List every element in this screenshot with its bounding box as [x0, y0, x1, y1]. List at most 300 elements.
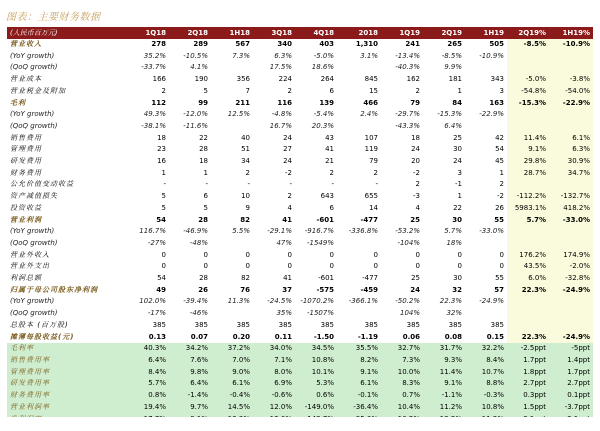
table-cell: [549, 179, 593, 191]
header-cell: 2Q19%: [507, 27, 549, 39]
table-cell: [549, 296, 593, 308]
table-cell: 2: [499, 180, 504, 189]
table-cell: 11.2%: [423, 402, 465, 414]
table-cell: -15.3%: [507, 98, 549, 110]
table-cell: -39.4%: [183, 297, 208, 306]
table-cell: 34.7%: [549, 168, 593, 180]
table-cell: 54: [495, 145, 504, 154]
table-cell: 9.0%: [211, 367, 253, 379]
table-cell: 1.5ppt: [507, 402, 549, 414]
table-cell: [507, 51, 549, 63]
table-cell: [549, 226, 593, 238]
table-cell: 10.0%: [381, 367, 423, 379]
row-label: 投资收益: [10, 203, 42, 212]
table-cell: 30: [452, 215, 462, 224]
table-cell: 0.08: [444, 332, 462, 341]
table-cell: 41: [325, 145, 334, 154]
table-cell: 0.3ppt: [507, 390, 549, 402]
table-cell: 0: [457, 262, 462, 271]
table-cell: -38.1%: [141, 121, 166, 130]
table-cell: 0: [415, 262, 420, 271]
table-cell: 28: [198, 215, 208, 224]
table-cell: 34.0%: [253, 343, 295, 355]
table-cell: 5983.1%: [507, 203, 549, 215]
table-cell: 3: [457, 168, 462, 177]
table-cell: 385: [278, 320, 292, 329]
table-cell: 49.3%: [143, 110, 166, 119]
table-cell: 643: [320, 192, 334, 201]
table-cell: 7.1%: [253, 355, 295, 367]
table-cell: 0: [329, 250, 334, 259]
table-cell: 26: [495, 203, 504, 212]
table-cell: 107: [364, 133, 378, 142]
table-cell: -33.0%: [479, 227, 504, 236]
table-cell: 25: [411, 274, 420, 283]
table-row: [7, 168, 593, 180]
table-cell: 18: [199, 157, 208, 166]
table-cell: 32.7%: [381, 343, 423, 355]
table-cell: -: [163, 180, 166, 189]
table-cell: 174.9%: [549, 250, 593, 262]
header-cell: 2Q19: [423, 27, 465, 39]
table-cell: 76: [240, 285, 250, 294]
table-row: [7, 121, 593, 133]
table-cell: 24: [283, 157, 292, 166]
table-cell: -916.7%: [304, 227, 334, 236]
table-cell: [507, 179, 549, 191]
table-cell: 163: [489, 98, 504, 107]
table-cell: 116.7%: [139, 227, 166, 236]
table-cell: 505: [489, 40, 504, 48]
table-cell: 22.3%: [507, 285, 549, 297]
table-cell: 30: [453, 274, 462, 283]
table-cell: -1.50: [313, 332, 334, 341]
table-cell: -15.3%: [437, 110, 462, 119]
table-cell: 265: [447, 40, 462, 48]
row-label: 研发费用率: [7, 378, 127, 390]
table-cell: 6: [203, 192, 208, 201]
table-cell: 6.4%: [169, 378, 211, 390]
table-cell: 0: [287, 250, 292, 259]
table-cell: -1.1%: [423, 390, 465, 402]
table-cell: 5.7%: [507, 215, 549, 227]
table-cell: 1.4ppt: [549, 355, 593, 367]
table-cell: 190: [194, 75, 208, 84]
table-cell: -40.3%: [395, 63, 420, 72]
table-cell: 24: [411, 145, 420, 154]
table-cell: -46.9%: [183, 227, 208, 236]
table-cell: 0: [457, 250, 462, 259]
table-cell: [211, 308, 253, 320]
table-row: [7, 332, 593, 344]
row-label: 营业利润: [10, 215, 42, 224]
table-cell: 12.5%: [227, 110, 250, 119]
table-cell: 0.13: [148, 332, 166, 341]
table-cell: -36.4%: [337, 402, 381, 414]
table-cell: 22: [199, 133, 208, 142]
table-cell: -50.2%: [395, 297, 420, 306]
table-cell: 0.06: [402, 332, 420, 341]
table-cell: [507, 308, 549, 320]
table-cell: 6.3%: [274, 51, 292, 60]
table-cell: 45: [495, 157, 504, 166]
table-cell: 1.7ppt: [507, 355, 549, 367]
table-cell: -48%: [189, 238, 208, 247]
table-cell: 2.7ppt: [549, 378, 593, 390]
header-cell: 1H19%: [549, 27, 593, 39]
table-cell: 32.2%: [465, 343, 507, 355]
table-cell: 6.1%: [549, 133, 593, 145]
table-cell: 2: [415, 86, 420, 95]
table-cell: -0.3%: [465, 390, 507, 402]
table-cell: 0: [499, 262, 504, 271]
table-row: [7, 261, 593, 273]
table-row: [7, 285, 593, 297]
table-cell: -24.9%: [479, 297, 504, 306]
table-cell: -1: [455, 180, 462, 189]
table-cell: 8.2%: [337, 355, 381, 367]
table-row: [7, 203, 593, 215]
table-cell: [549, 51, 593, 63]
table-cell: 11.4%: [423, 367, 465, 379]
table-cell: 34.2%: [169, 343, 211, 355]
table-cell: 466: [363, 98, 378, 107]
table-cell: 1: [499, 168, 504, 177]
row-label: 总股本 (百万股): [10, 320, 69, 329]
table-cell: 3: [499, 86, 504, 95]
table-cell: 6: [329, 86, 334, 95]
table-cell: -24.5%: [267, 297, 292, 306]
table-cell: 112: [151, 98, 166, 107]
table-cell: 35.5%: [337, 343, 381, 355]
table-cell: -: [331, 180, 334, 189]
table-cell: 34: [241, 157, 250, 166]
table-cell: -0.4%: [211, 390, 253, 402]
row-label: (YoY growth): [10, 227, 55, 236]
row-label: 管理费用: [10, 145, 42, 154]
table-cell: 18.6%: [311, 63, 334, 72]
table-cell: 43.5%: [507, 261, 549, 273]
table-cell: -10.5%: [183, 51, 208, 60]
table-cell: 8.0%: [253, 367, 295, 379]
table-row: [7, 179, 593, 191]
table-cell: [337, 238, 381, 250]
table-cell: 5: [161, 192, 166, 201]
table-cell: -10.9%: [479, 51, 504, 60]
table-row: [7, 343, 593, 355]
header-label: (人民币百万元): [7, 27, 127, 39]
table-cell: [465, 308, 507, 320]
table-cell: 224: [278, 75, 292, 84]
table-cell: -54.8%: [507, 86, 549, 98]
table-cell: 0: [161, 250, 166, 259]
table-cell: 8.3%: [381, 378, 423, 390]
table-cell: 47%: [276, 238, 292, 247]
table-cell: 42: [495, 133, 504, 142]
table-cell: 289: [193, 40, 208, 48]
table-cell: -4.8%: [271, 110, 292, 119]
table-cell: 82: [240, 215, 250, 224]
header-cell: 1Q18: [127, 27, 169, 39]
table-cell: 1: [457, 86, 462, 95]
table-cell: 82: [241, 274, 250, 283]
table-cell: 7.0%: [211, 355, 253, 367]
table-cell: 40.3%: [127, 343, 169, 355]
row-label: (QoQ growth): [10, 63, 58, 72]
footer-band: [0, 417, 600, 431]
table-cell: -33.0%: [549, 215, 593, 227]
table-cell: 6.1%: [211, 378, 253, 390]
table-cell: 0: [329, 262, 334, 271]
table-cell: 9.3%: [423, 355, 465, 367]
row-label: 毛利: [10, 98, 26, 107]
table-cell: 11.4%: [507, 133, 549, 145]
table-cell: 28: [199, 274, 208, 283]
table-cell: 6.9%: [253, 378, 295, 390]
table-cell: 264: [320, 75, 334, 84]
table-cell: 2.4%: [360, 110, 378, 119]
row-label: 公允价值变动收益: [10, 180, 74, 189]
table-cell: 1: [161, 168, 166, 177]
header-cell: 2Q18: [169, 27, 211, 39]
table-cell: 385: [236, 320, 250, 329]
table-cell: 5.5%: [232, 227, 250, 236]
table-cell: 25: [410, 215, 420, 224]
table-cell: 8.8%: [465, 378, 507, 390]
table-cell: [507, 62, 549, 74]
table-cell: 21: [325, 157, 334, 166]
table-cell: -5.0%: [507, 74, 549, 86]
table-cell: 43: [325, 133, 334, 142]
table-cell: 2: [415, 180, 420, 189]
table-row: [7, 367, 593, 379]
table-cell: -477: [362, 274, 378, 283]
table-cell: 11.3%: [227, 297, 250, 306]
row-label: 摊薄每股收益(元): [10, 332, 75, 341]
table-cell: 162: [406, 75, 420, 84]
table-title: 图表：主要财务数据: [6, 12, 101, 23]
table-cell: 5.7%: [127, 378, 169, 390]
table-cell: 18: [411, 133, 420, 142]
row-label: (YoY growth): [10, 51, 55, 60]
table-cell: [337, 308, 381, 320]
table-cell: 104%: [399, 309, 420, 318]
table-cell: 24: [453, 157, 462, 166]
table-cell: 139: [319, 98, 334, 107]
table-cell: 20.3%: [311, 121, 334, 130]
table-cell: -601: [318, 274, 334, 283]
table-cell: 418.2%: [549, 203, 593, 215]
table-row: [7, 390, 593, 402]
header-row: [7, 27, 593, 39]
table-cell: 1.8ppt: [507, 367, 549, 379]
table-cell: 0.1ppt: [549, 390, 593, 402]
financial-table: [7, 27, 593, 425]
table-row: [7, 226, 593, 238]
table-cell: [337, 121, 381, 133]
table-cell: 385: [406, 320, 420, 329]
table-cell: -2: [497, 192, 504, 201]
table-cell: 57: [494, 285, 504, 294]
table-cell: -17%: [147, 309, 166, 318]
table-cell: 24: [283, 133, 292, 142]
table-cell: 32%: [446, 309, 462, 318]
table-cell: 340: [277, 40, 292, 48]
table-cell: -477: [360, 215, 378, 224]
table-cell: -22.9%: [549, 98, 593, 110]
table-cell: 28.7%: [507, 168, 549, 180]
table-cell: 0.8%: [127, 390, 169, 402]
table-cell: -5.0%: [313, 51, 334, 60]
row-label: 资产减值损失: [10, 192, 58, 201]
table-cell: -1.19: [357, 332, 378, 341]
table-cell: 9.7%: [169, 402, 211, 414]
table-cell: 8.4%: [465, 355, 507, 367]
header-cell: 1Q19: [381, 27, 423, 39]
table-cell: -29.7%: [395, 110, 420, 119]
table-cell: 5.3%: [295, 378, 337, 390]
table-cell: 55: [494, 215, 504, 224]
table-cell: 385: [364, 320, 378, 329]
table-cell: 4.1%: [190, 63, 208, 72]
table-cell: 9: [245, 203, 250, 212]
table-cell: -: [375, 180, 378, 189]
row-label: 销售费用: [10, 133, 42, 142]
table-cell: [549, 308, 593, 320]
row-label: 研发费用: [10, 157, 42, 166]
table-cell: 22.3%: [507, 332, 549, 344]
row-label: 营业收入: [10, 40, 42, 48]
table-cell: -8.5%: [441, 51, 462, 60]
table-cell: 7.3%: [232, 51, 250, 60]
table-cell: 119: [364, 145, 378, 154]
table-cell: -53.2%: [395, 227, 420, 236]
table-cell: 37: [282, 285, 292, 294]
table-row: [7, 156, 593, 168]
table-cell: [507, 109, 549, 121]
table-cell: 403: [319, 40, 334, 48]
table-row: [7, 296, 593, 308]
table-cell: 567: [235, 40, 250, 48]
table-cell: 15: [369, 86, 378, 95]
table-cell: -8.5%: [507, 39, 549, 51]
table-cell: 10.8%: [465, 402, 507, 414]
table-cell: 35%: [276, 309, 292, 318]
table-cell: -: [247, 180, 250, 189]
table-cell: [507, 296, 549, 308]
table-row: [7, 238, 593, 250]
table-cell: -: [289, 180, 292, 189]
row-label: 营业外收入: [10, 250, 50, 259]
table-cell: -11.6%: [183, 121, 208, 130]
table-cell: [465, 238, 507, 250]
table-cell: -13.4%: [395, 51, 420, 60]
table-cell: 28: [199, 145, 208, 154]
table-row: [7, 355, 593, 367]
table-cell: [507, 121, 549, 133]
table-cell: 9.9%: [444, 63, 462, 72]
table-cell: -32.8%: [549, 273, 593, 285]
table-row: [7, 250, 593, 262]
table-cell: 41: [282, 215, 292, 224]
table-cell: -366.1%: [348, 297, 378, 306]
table-cell: 7.6%: [169, 355, 211, 367]
table-cell: 55: [495, 274, 504, 283]
table-cell: 20: [411, 157, 420, 166]
table-cell: 9.8%: [169, 367, 211, 379]
table-cell: 176.2%: [507, 250, 549, 262]
table-row: [7, 191, 593, 203]
table-cell: 31.7%: [423, 343, 465, 355]
table-cell: 0: [373, 250, 378, 259]
row-label: (QoQ growth): [10, 309, 58, 318]
table-cell: 27: [283, 145, 292, 154]
table-row: [7, 378, 593, 390]
table-cell: -12.0%: [183, 110, 208, 119]
table-cell: 26: [198, 285, 208, 294]
table-row: [7, 98, 593, 110]
table-cell: 51: [241, 145, 250, 154]
row-label: (YoY growth): [10, 297, 55, 306]
table-row: [7, 320, 593, 332]
title-bar: [0, 0, 600, 27]
table-cell: -132.7%: [549, 191, 593, 203]
table-row: [7, 39, 593, 51]
table-cell: 30: [453, 145, 462, 154]
table-cell: 79: [410, 98, 420, 107]
table-cell: 3.1%: [360, 51, 378, 60]
table-cell: 1.7ppt: [549, 367, 593, 379]
table-cell: -1070.2%: [300, 297, 334, 306]
table-cell: 0: [161, 262, 166, 271]
table-cell: 10.4%: [381, 402, 423, 414]
table-cell: [337, 62, 381, 74]
table-cell: 6.4%: [444, 121, 462, 130]
table-cell: 0.11: [274, 332, 292, 341]
table-cell: 14: [369, 203, 378, 212]
table-cell: 7: [245, 86, 250, 95]
table-cell: 12.0%: [253, 402, 295, 414]
table-cell: -24.9%: [549, 285, 593, 297]
table-cell: 356: [236, 75, 250, 84]
table-row: [7, 308, 593, 320]
table-cell: 2: [287, 192, 292, 201]
table-row: [7, 402, 593, 414]
table-cell: 29.8%: [507, 156, 549, 168]
table-cell: 34.5%: [295, 343, 337, 355]
table-cell: [211, 62, 253, 74]
table-cell: 4: [415, 203, 420, 212]
table-row: [7, 86, 593, 98]
table-cell: 385: [490, 320, 504, 329]
table-cell: 0.6%: [295, 390, 337, 402]
table-cell: 0.7%: [381, 390, 423, 402]
table-cell: 18%: [446, 238, 462, 247]
table-cell: 343: [490, 75, 504, 84]
table-cell: -575: [316, 285, 334, 294]
table-cell: -0.6%: [253, 390, 295, 402]
table-cell: [549, 109, 593, 121]
table-cell: 6.1%: [337, 378, 381, 390]
table-cell: 385: [448, 320, 462, 329]
table-cell: 84: [452, 98, 462, 107]
table-cell: -33.7%: [141, 63, 166, 72]
table-cell: 23: [157, 145, 166, 154]
table-cell: 2: [373, 168, 378, 177]
table-cell: 102.0%: [139, 297, 166, 306]
table-cell: -3: [413, 192, 420, 201]
table-cell: 0.15: [486, 332, 504, 341]
